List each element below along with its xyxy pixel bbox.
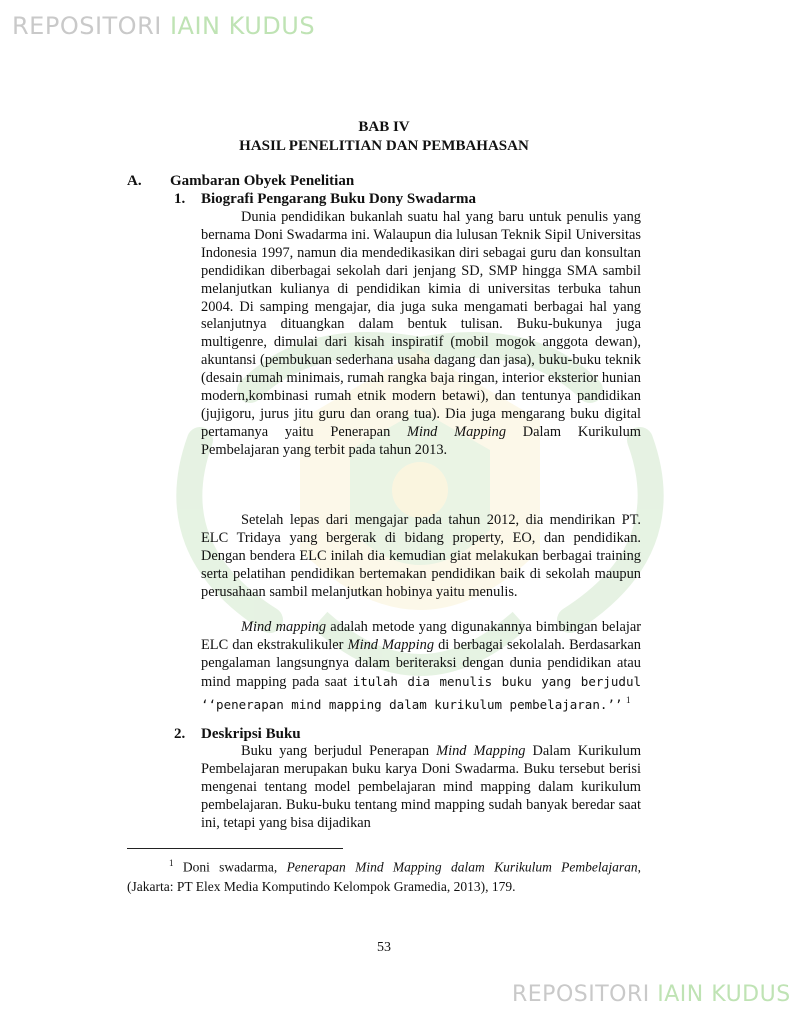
p4-text-a: Buku yang berjudul Penerapan [241, 743, 437, 759]
footnote-text-a: Doni swadarma, [173, 859, 287, 875]
section-a-title: Gambaran Obyek Penelitian [170, 173, 355, 189]
p3-text-e: itulah dia menulis buku yang berjudul ‘‘penerapan mind mapping dalam kurikulum pembelajaran.’’ [201, 673, 642, 712]
p1-text-a: Dunia pendidikan bukanlah suatu hal yang baru untuk penulis yang bernama Doni Swadarma ini. Walaupun dia lulusan Teknik Sipil Universitas Indonesia 1997, namun dia mendedikasikan diri sebagai guru dan konsultan pendidikan diberbagai sekolah dari jenjang SD, SMP hingga SMA sambil melanjutkan kulianya di pendidikan kimia di universitas terbuka tahun 2004. Di samping mengajar, dia juga suka mengamati berbagai hal yang selanjutnya dituangkan dalam bentuk tulisan. Buku-bukunya juga multigenre, dimulai dari kisah inspiratif (mobil mogok anggota dewan), akuntansi (pembukuan sederhana usaha dagang dan jasa), buku-buku teknik (desain rumah minimais, rumah rangka baja ringan, interior eksterior hunian modern,kombinasi rumah etnik modern betawi), dan tentunya pandidikan (jujigoru, jurus jitu guru dan orang tua). Dia juga mengarang buku digital pertamanya yaitu Penerapan [201, 209, 641, 440]
page-number: 53 [377, 940, 391, 955]
p3-italic-a: Mind mapping [241, 619, 327, 635]
p2-text: Setelah lepas dari mengajar pada tahun 2012, dia mendirikan PT. ELC Tridaya yang bergerak di bidang property, EO, dan pendidikan. Dengan bendera ELC inilah dia kemudian giat melakukan berbagai training serta pelatihan pendidikan bertemakan pendidikan baik di sekolah maupun perusahaan sambil melanjutkan hobinya yaitu menulis. [201, 512, 641, 600]
footnote-1 [127, 854, 641, 896]
subsection-2-title: Deskripsi Buku [201, 726, 301, 742]
subsection-1-number: 1. [174, 191, 186, 207]
section-a-number: A. [127, 173, 142, 189]
repo-footer-part1: REPOSITORI [512, 982, 658, 1007]
footnote-marker: 1 [169, 858, 174, 868]
paragraph-mind-mapping-method [201, 619, 641, 714]
paragraph-book-description [201, 743, 641, 833]
p3-text-d: di berbagai sekolalah. Berdasarkan pengalaman langsungnya dalam beriteraksi dengan dunia pendidikan atau mind mapping pada saat [201, 636, 641, 690]
repo-footer-part2: IAIN KUDUS [657, 982, 791, 1007]
footnote-book-title: Penerapan Mind Mapping dalam Kurikulum Pembelajaran [286, 859, 638, 875]
footnote-divider [127, 848, 343, 849]
chapter-title: HASIL PENELITIAN DAN PEMBAHASAN [239, 138, 529, 154]
p1-italic-mind-mapping: Mind Mapping [406, 423, 507, 440]
repo-label-part2: IAIN KUDUS [169, 12, 316, 40]
paragraph-biography [201, 209, 641, 460]
footnote-ref-1: 1 [626, 694, 631, 705]
p1-text-c: Dalam Kurikulum Pembelajaran yang terbit pada tahun 2013. [201, 423, 641, 458]
subsection-1-title: Biografi Pengarang Buku Dony Swadarma [201, 191, 477, 207]
p3-text-b: adalah metode yang digunakannya bimbingan belajar ELC dan ekstrakulikuler [201, 619, 642, 653]
chapter-number: BAB IV [358, 119, 410, 135]
repo-label-part1: REPOSITORI [12, 12, 170, 40]
paragraph-elc [201, 512, 641, 602]
p3-italic-c: Mind Mapping [347, 636, 435, 653]
p4-italic-b: Mind Mapping [436, 743, 526, 759]
p4-text-c: Dalam Kurikulum Pembelajaran merupakan buku karya Doni Swadarma. Buku tersebut berisi mengenai tentang model pembelajaran mind mapping dalam kurikulum pembelajaran. Buku-buku tentang mind mapping sudah banyak beredar saat ini, tetapi yang bisa dijadikan [201, 743, 642, 831]
repository-footer [512, 982, 791, 1007]
subsection-2-number: 2. [174, 726, 186, 742]
footnote-text-c: , (Jakarta: PT Elex Media Komputindo Kelompok Gramedia, 2013), 179. [127, 859, 641, 894]
